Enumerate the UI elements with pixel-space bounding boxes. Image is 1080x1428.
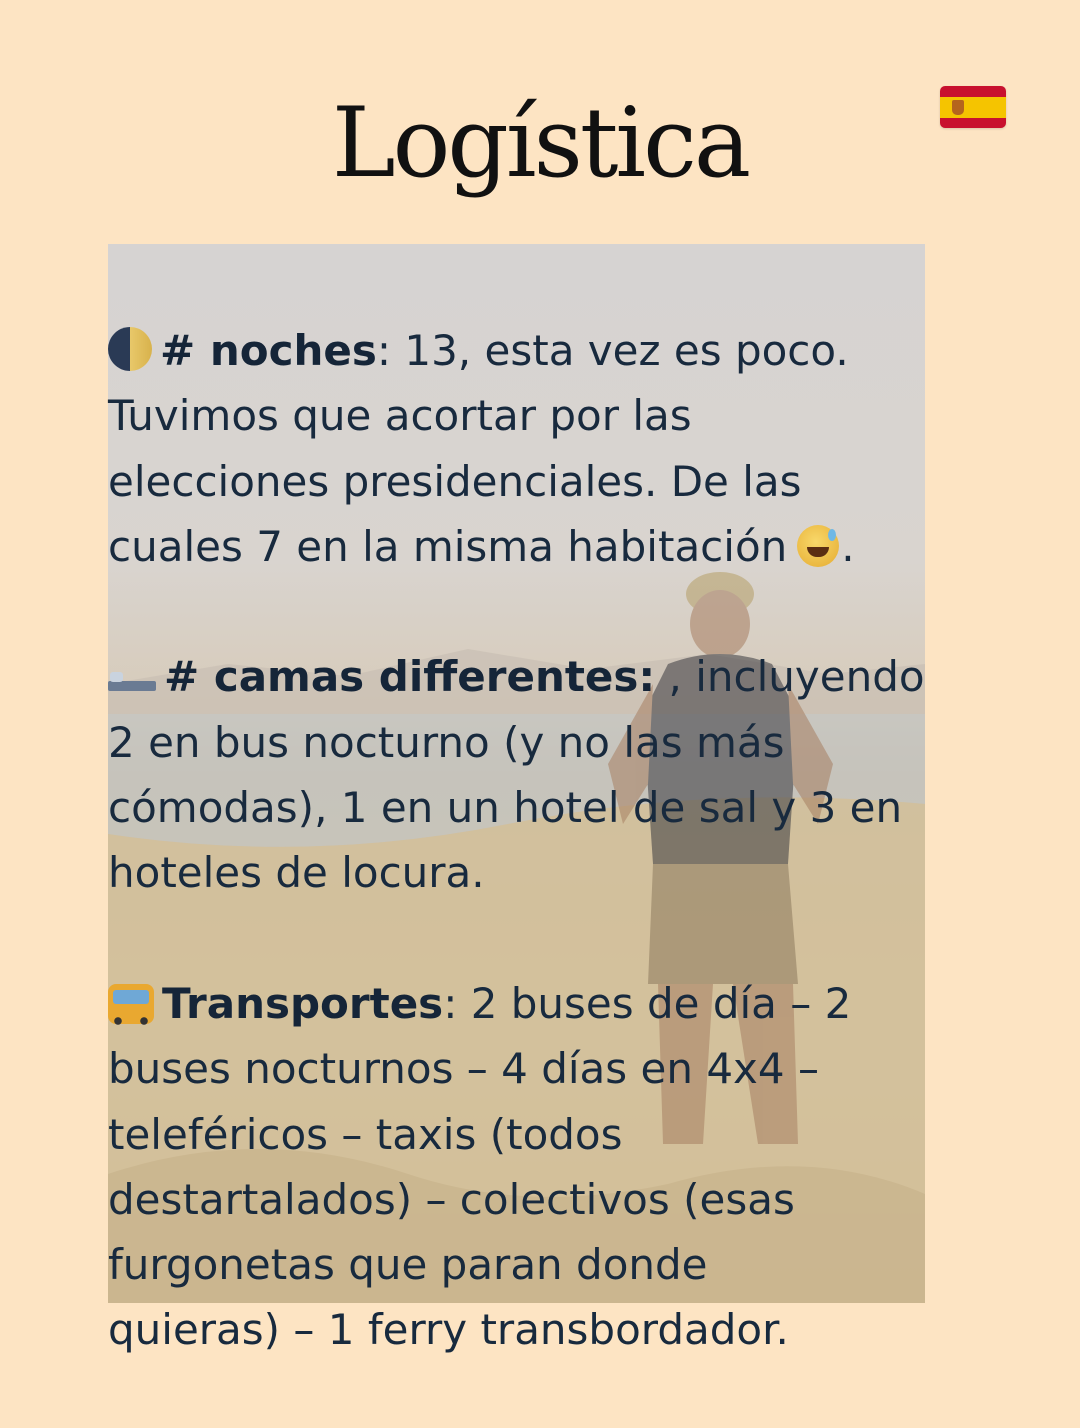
nights-text: cuales 7 en la misma habitación <box>108 521 788 571</box>
spain-flag-icon <box>940 86 1006 128</box>
nights-text: Tuvimos que acortar por las <box>108 391 692 441</box>
section-transport <box>108 971 1008 1363</box>
beds-text: hoteles de locura. <box>108 848 485 898</box>
transport-text: furgonetas que paran donde <box>108 1240 708 1290</box>
nights-trailing: . <box>841 521 855 571</box>
beds-text: cómodas), 1 en un hotel de sal y 3 en <box>108 783 903 833</box>
nights-text: elecciones presidenciales. De las <box>108 456 802 506</box>
beds-heading: # camas differentes: <box>164 652 656 702</box>
transport-text: buses nocturnos – 4 días en 4x4 – <box>108 1044 819 1094</box>
beds-text: 2 en bus nocturno (y no las más <box>108 717 785 767</box>
page-title: Logística <box>331 87 749 199</box>
transport-text: destartalados) – colectivos (esas <box>108 1174 795 1224</box>
section-beds <box>108 644 1008 905</box>
nights-text: : 13, esta vez es poco. <box>376 326 849 375</box>
transport-text: quieras) – 1 ferry transbordador. <box>108 1305 789 1355</box>
waxing-moon-icon <box>108 327 152 371</box>
logistics-text <box>108 318 1008 1428</box>
nights-heading: # noches <box>160 326 377 375</box>
transport-heading: Transportes <box>162 978 444 1028</box>
grinning-sweat-icon <box>797 525 839 567</box>
transport-text: : 2 buses de día – 2 <box>443 978 852 1028</box>
transport-text: teleféricos – taxis (todos <box>108 1109 623 1159</box>
bus-icon <box>108 984 154 1024</box>
beds-text: , incluyendo <box>655 652 925 702</box>
section-nights <box>108 318 1008 579</box>
bed-icon <box>108 667 156 697</box>
